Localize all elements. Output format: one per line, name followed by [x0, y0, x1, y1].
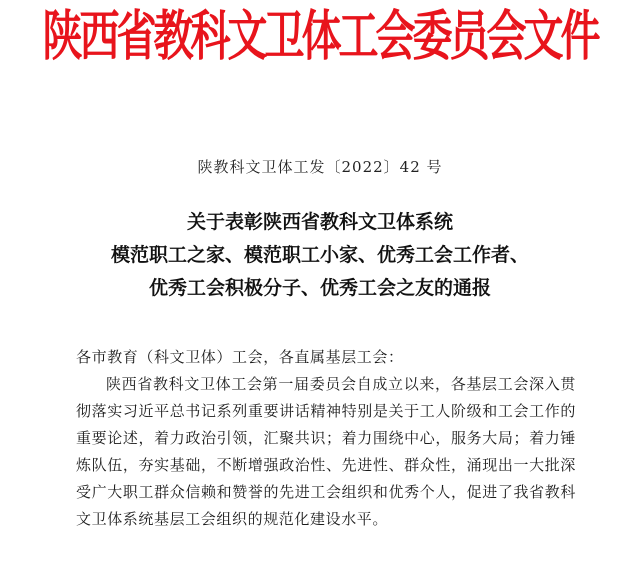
- body-paragraph: 陕西省教科文卫体工会第一届委员会自成立以来，各基层工会深入贯彻落实习近平总书记系列重要讲话精神特别是关于工人阶级和工会工作的重要论述，着力政治引领，汇聚共识；着力围绕中心，服务大局；着力锤炼队伍，夯实基础，不断增强政治性、先进性、群众性，涌现出一大批深受广大职工群众信赖和赞誉的先进工会组织和优秀个人，促进了我省教科文卫体系统基层工会组织的规范化建设水平。: [76, 375, 576, 528]
- document-body: [76, 344, 576, 533]
- heading-line-1: 关于表彰陕西省教科文卫体系统: [186, 211, 453, 233]
- document-header-title: 陕西省教科文卫体工会委员会文件: [42, 5, 598, 69]
- salutation: 各市教育（科文卫体）工会，各直属基层工会：: [76, 348, 404, 366]
- document-number: 陕教科文卫体工发〔2022〕42 号: [197, 158, 443, 176]
- document-heading: [0, 206, 640, 305]
- heading-line-2: 模范职工之家、模范职工小家、优秀工会工作者、: [110, 244, 529, 266]
- heading-line-3: 优秀工会积极分子、优秀工会之友的通报: [148, 277, 491, 299]
